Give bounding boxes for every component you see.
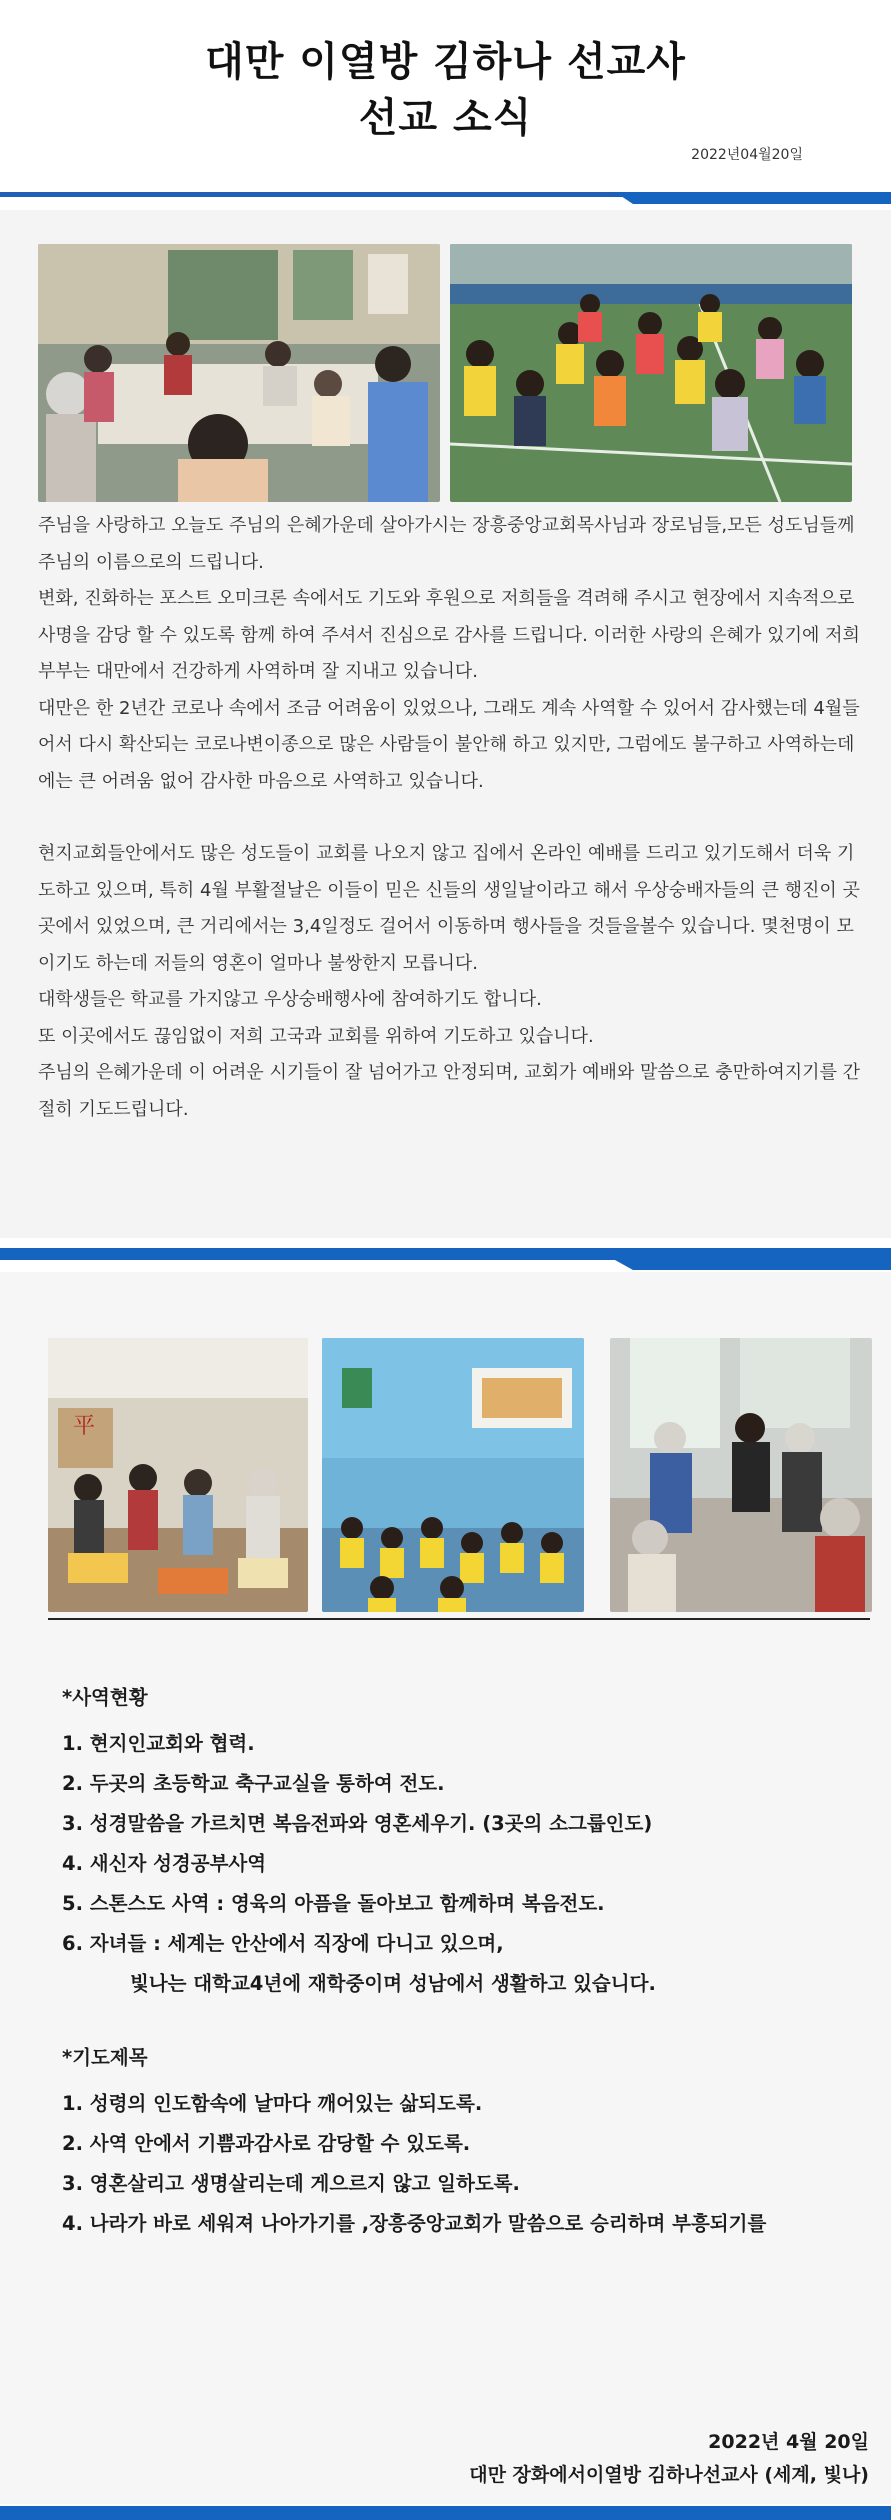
title-line-1: 대만 이열방 김하나 선교사 bbox=[205, 39, 686, 85]
letter-paragraph: 주님을 사랑하고 오늘도 주님의 은혜가운데 살아가시는 장흥중앙교회목사님과 장로님들,모든 성도님들께 주님의 이름으로의 드립니다. bbox=[38, 515, 855, 573]
ministry-item-6-continued: 빛나는 대학교4년에 재학중이며 성남에서 생활하고 있습니다. bbox=[130, 1972, 656, 1995]
ministry-item: 1. 현지인교회와 협력. bbox=[62, 1732, 255, 1755]
prayer-item: 3. 영혼살리고 생명살리는데 게으르지 않고 일하도록. bbox=[62, 2172, 520, 2195]
signature-name: 대만 장화에서이열방 김하나선교사 (세계, 빛나) bbox=[469, 2464, 869, 2486]
ministry-item: 4. 새신자 성경공부사역 bbox=[62, 1852, 267, 1875]
signature-block bbox=[469, 2426, 869, 2492]
photo-cooking-fellowship bbox=[48, 1338, 308, 1612]
svg-text:平: 平 bbox=[73, 1414, 96, 1439]
ministry-item: 3. 성경말씀을 가르치면 복음전파와 영혼세우기. (3곳의 소그룹인도) bbox=[62, 1812, 653, 1835]
issue-date: 2022년04월20일 bbox=[691, 147, 803, 163]
ministry-status bbox=[62, 1678, 862, 2004]
ministry-heading: *사역현황 bbox=[62, 1686, 148, 1709]
photo-bible-study-meeting bbox=[38, 244, 440, 502]
prayer-heading: *기도제목 bbox=[62, 2046, 148, 2069]
prayer-item: 1. 성령의 인도함속에 날마다 깨어있는 삶되도록. bbox=[62, 2092, 483, 2115]
prayer-item: 4. 나라가 바로 세워져 나아가기를 ,장흥중앙교회가 말씀으로 승리하며 부흥되기를 bbox=[62, 2212, 767, 2235]
letter-paragraph: 대학생들은 학교를 가지않고 우상숭배행사에 참여하기도 합니다. bbox=[38, 989, 542, 1010]
letter-body bbox=[38, 508, 862, 1128]
section-divider bbox=[48, 1618, 870, 1620]
letter-paragraph: 대만은 한 2년간 코로나 속에서 조금 어려움이 있었으나, 그래도 계속 사역할 수 있어서 감사했는데 4월들어서 다시 확산되는 코로나변이종으로 많은 사람들이 불안해 하고 있지만, 그럼에도 불구하고 사역하는데에는 큰 어려움 없어 감사한 마음으로 사역하고 있습니다. bbox=[38, 697, 860, 792]
letter-paragraph: 현지교회들안에서도 많은 성도들이 교회를 나오지 않고 집에서 온라인 예배를 드리고 있기도해서 더욱 기도하고 있으며, 특히 4월 부활절날은 이들이 믿은 신들의 생일날이라고 해서 우상숭배자들의 큰 행진이 곳곳에서 있었으며, 큰 거리에서는 3,4일정도 걸어서 이동하며 행사들을 것들을볼수 있습니다. 몇천명이 모이기도 하는데 저들의 영혼이 얼마나 불쌍한지 모릅니다. bbox=[38, 843, 860, 974]
prayer-item: 2. 사역 안에서 기쁨과감사로 감당할 수 있도록. bbox=[62, 2132, 471, 2155]
letter-paragraphs-group-1 bbox=[38, 508, 862, 800]
letter-paragraph: 또 이곳에서도 끊임없이 저희 고국과 교회를 위하여 기도하고 있습니다. bbox=[38, 1025, 594, 1047]
letter-paragraphs-group-2 bbox=[38, 836, 862, 1128]
blue-divider-bottom bbox=[0, 2506, 891, 2520]
letter-paragraph: 주님의 은혜가운데 이 어려운 시기들이 잘 넘어가고 안정되며, 교회가 예배와 말씀으로 충만하여지기를 간절히 기도드립니다. bbox=[38, 1062, 861, 1120]
ministry-item: 5. 스톤스도 사역 : 영육의 아픔을 돌아보고 함께하며 복음전도. bbox=[62, 1892, 605, 1915]
photo-elderly-visit bbox=[610, 1338, 872, 1612]
signature-date: 2022년 4월 20일 bbox=[708, 2431, 869, 2453]
photo-children-group bbox=[450, 244, 852, 502]
header bbox=[0, 0, 891, 198]
ministry-item: 6. 자녀들 : 세계는 안산에서 직장에 다니고 있으며, bbox=[62, 1932, 504, 1955]
title-line-2: 선교 소식 bbox=[358, 95, 533, 141]
prayer-requests bbox=[62, 2038, 862, 2244]
letter-paragraph: 변화, 진화하는 포스트 오미크론 속에서도 기도와 후원으로 저희들을 격려해 주시고 현장에서 지속적으로 사명을 감당 할 수 있도록 함께 하여 주셔서 진심으로 감사를 드립니다. 이러한 사랑의 은혜가 있기에 저희부부는 대만에서 건강하게 사역하며 잘 지내고 있습니다. bbox=[38, 588, 860, 682]
photo-children-classroom bbox=[322, 1338, 584, 1612]
ministry-item: 2. 두곳의 초등학교 축구교실을 통하여 전도. bbox=[62, 1772, 445, 1795]
